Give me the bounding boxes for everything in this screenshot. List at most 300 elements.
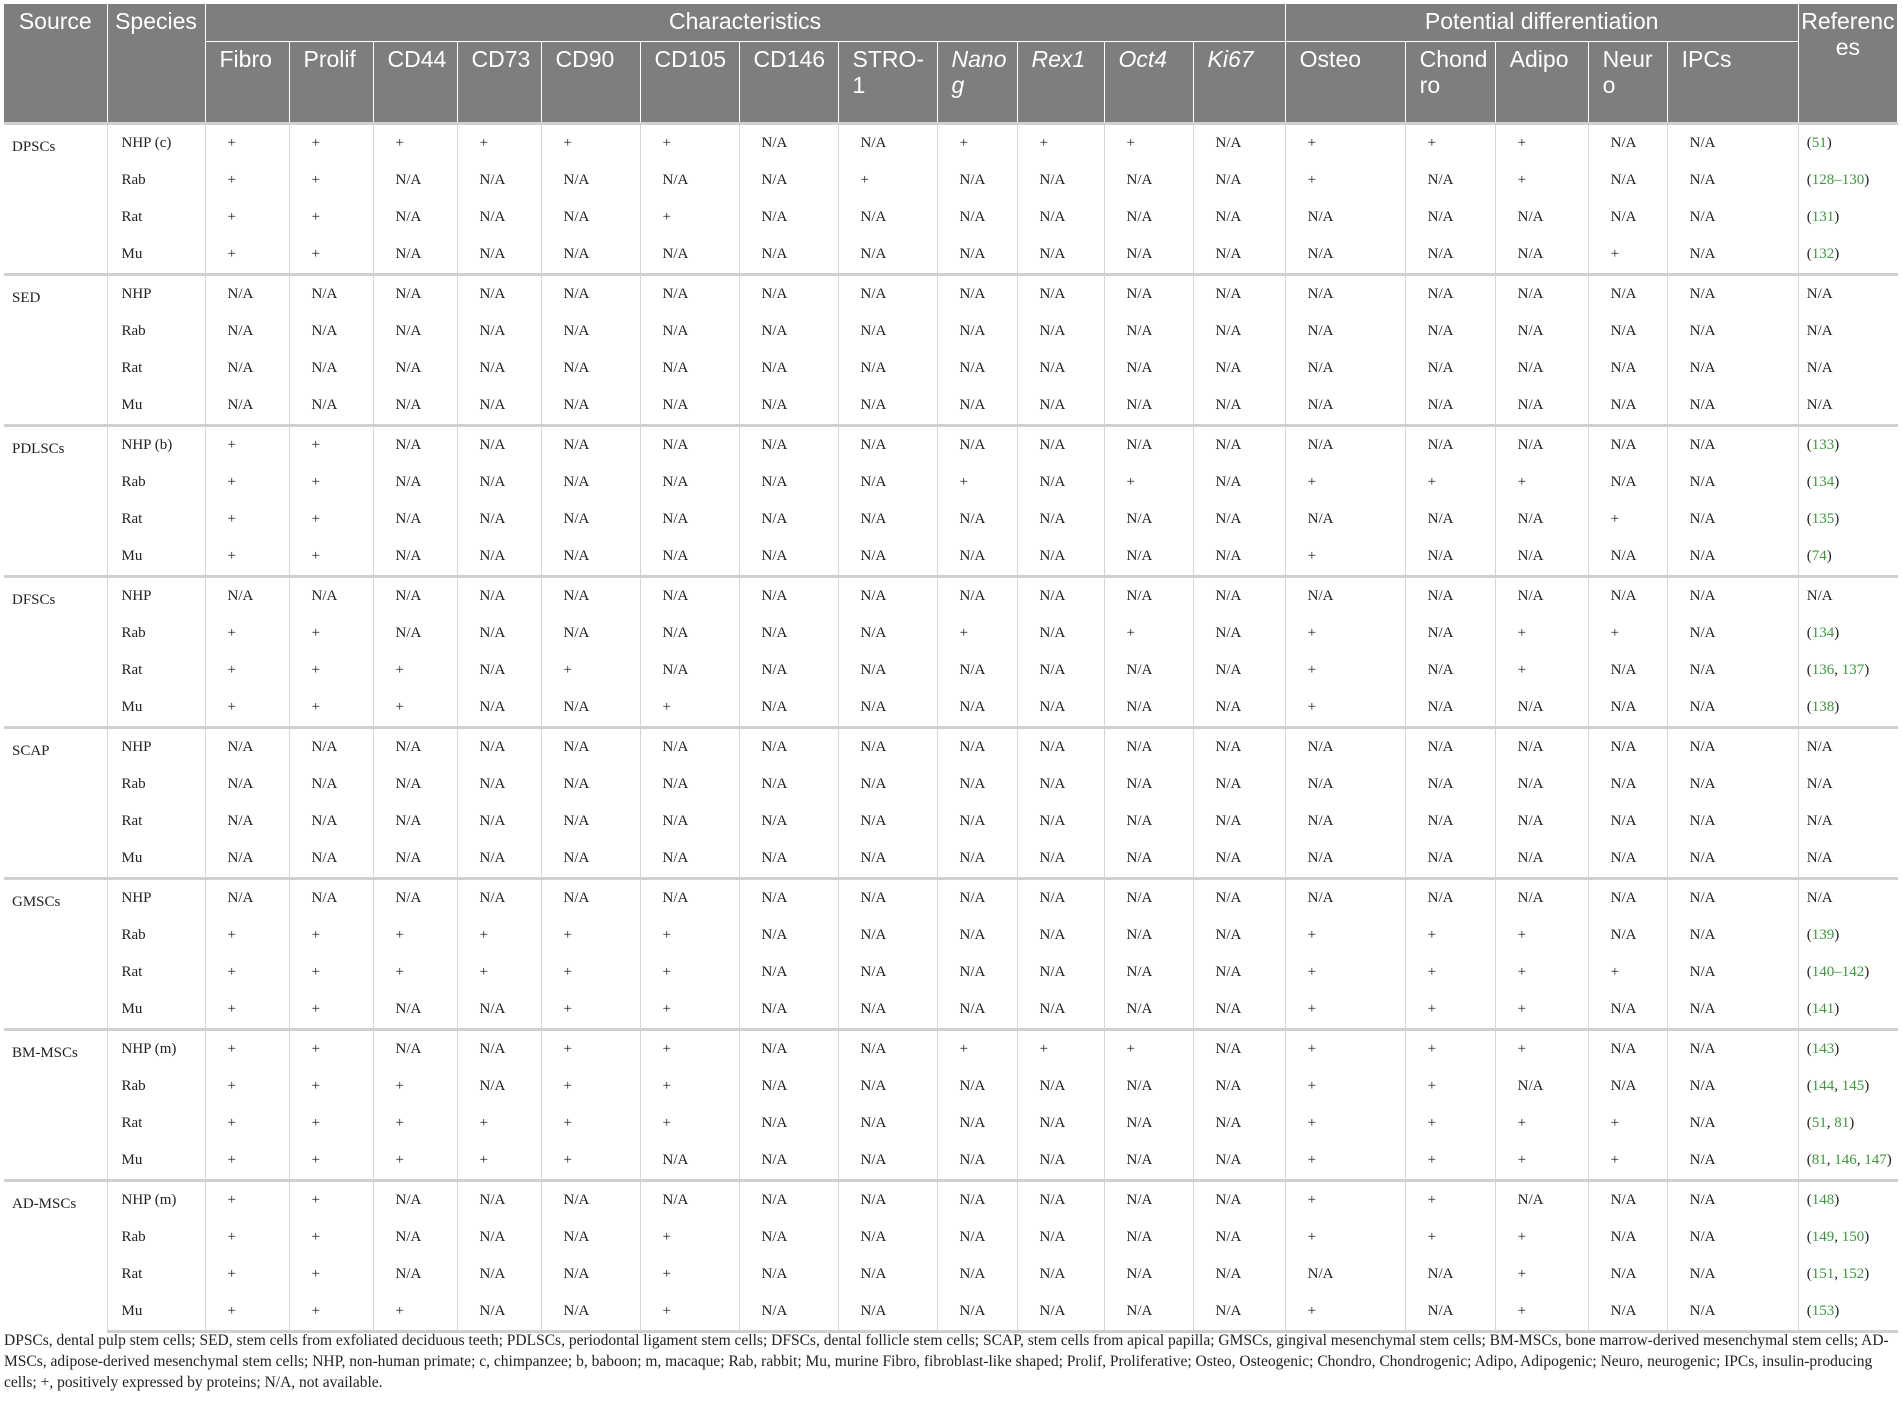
value-cell: N/A [205,350,289,387]
value-cell: + [640,689,739,728]
value-cell: N/A [373,387,457,426]
species-cell: Mu [107,1142,205,1181]
value-cell: + [640,1030,739,1069]
reference-link[interactable]: 145 [1841,1078,1865,1094]
table-row [4,615,1898,652]
value-cell: N/A [640,236,739,275]
value-cell: N/A [1495,840,1588,879]
value-cell: N/A [1405,652,1495,689]
value-cell: N/A [373,840,457,879]
value-cell: N/A [1588,879,1667,918]
reference-link[interactable]: 128–130 [1811,172,1865,188]
value-cell: N/A [1193,615,1285,652]
species-cell: Rat [107,501,205,538]
value-cell: N/A [1667,538,1798,577]
value-cell: N/A [838,652,937,689]
value-cell: + [1495,954,1588,991]
species-cell: Rab [107,162,205,199]
reference-cell [1798,1068,1897,1105]
value-cell: + [640,991,739,1030]
value-cell: N/A [1017,275,1104,314]
value-cell: N/A [373,577,457,616]
reference-link[interactable]: 153 [1811,1303,1835,1319]
value-cell: + [373,954,457,991]
value-cell: N/A [1667,275,1798,314]
value-cell: + [289,426,373,465]
value-cell: N/A [1193,577,1285,616]
value-cell: N/A [289,313,373,350]
value-cell: N/A [1667,879,1798,918]
value-cell: N/A [1193,538,1285,577]
reference-link[interactable]: 140–142 [1811,964,1865,980]
value-cell: N/A [1193,689,1285,728]
value-cell: N/A [937,313,1017,350]
reference-text: ( [1806,437,1812,453]
reference-link[interactable]: 141 [1811,1001,1835,1017]
value-cell: + [457,1105,541,1142]
value-cell: + [1405,1219,1495,1256]
value-cell: + [289,464,373,501]
value-cell: N/A [1405,728,1495,767]
value-cell: N/A [1588,689,1667,728]
value-cell: N/A [1667,162,1798,199]
reference-link[interactable]: 152 [1841,1266,1865,1282]
value-cell: N/A [640,350,739,387]
source-cell: SCAP [4,728,107,879]
value-cell: N/A [1285,350,1405,387]
value-cell: N/A [1495,577,1588,616]
value-cell: + [205,917,289,954]
value-cell: N/A [1495,879,1588,918]
col-header-adipo: Adipo [1495,42,1588,124]
value-cell: N/A [1588,350,1667,387]
value-cell: N/A [1495,766,1588,803]
value-cell: N/A [541,1256,640,1293]
reference-text: N/A [1806,776,1833,792]
value-cell: N/A [373,538,457,577]
reference-cell [1798,124,1897,163]
value-cell: N/A [541,538,640,577]
reference-link[interactable]: 133 [1811,437,1835,453]
value-cell: N/A [1405,387,1495,426]
reference-cell [1798,538,1897,577]
col-header-neuro: Neuro [1588,42,1667,124]
value-cell: N/A [1588,991,1667,1030]
value-cell: N/A [1588,162,1667,199]
value-cell: + [205,991,289,1030]
value-cell: N/A [1017,162,1104,199]
reference-text: ) [1834,699,1840,715]
col-header-potential-differentiation: Potential differentiation [1285,4,1798,42]
value-cell: + [1285,1142,1405,1181]
value-cell: N/A [373,199,457,236]
reference-link[interactable]: 148 [1811,1192,1835,1208]
value-cell: + [205,501,289,538]
species-cell: Rab [107,313,205,350]
value-cell: N/A [838,1105,937,1142]
value-cell: N/A [457,350,541,387]
value-cell: N/A [838,350,937,387]
value-cell: N/A [937,387,1017,426]
value-cell: N/A [1285,426,1405,465]
value-cell: N/A [1104,991,1193,1030]
value-cell: N/A [1588,577,1667,616]
value-cell: N/A [838,1219,937,1256]
value-cell: N/A [1588,1256,1667,1293]
reference-text: ( [1806,1001,1812,1017]
col-header-chondro: Chondro [1405,42,1495,124]
value-cell: + [1285,1181,1405,1220]
reference-link[interactable]: 81 [1811,1152,1827,1168]
value-cell: N/A [1667,501,1798,538]
reference-cell [1798,766,1897,803]
reference-link[interactable]: 135 [1811,511,1835,527]
reference-link[interactable]: 134 [1811,474,1835,490]
value-cell: + [205,689,289,728]
reference-text: ( [1806,548,1812,564]
value-cell: N/A [739,275,838,314]
table-row [4,1105,1898,1142]
value-cell: + [205,1293,289,1332]
value-cell: N/A [1193,501,1285,538]
value-cell: N/A [838,689,937,728]
reference-text: N/A [1806,890,1833,906]
reference-text: ) [1864,1229,1870,1245]
value-cell: N/A [937,954,1017,991]
value-cell: N/A [1017,464,1104,501]
table-row [4,577,1898,616]
value-cell: + [1495,162,1588,199]
reference-cell [1798,954,1897,991]
value-cell: N/A [1193,1293,1285,1332]
value-cell: N/A [1017,1068,1104,1105]
reference-link[interactable]: 147 [1864,1152,1887,1168]
reference-link[interactable]: 51 [1811,135,1827,151]
value-cell: N/A [937,917,1017,954]
value-cell: + [1285,615,1405,652]
value-cell: N/A [457,1256,541,1293]
value-cell: N/A [1104,917,1193,954]
value-cell: N/A [1017,991,1104,1030]
value-cell: N/A [457,766,541,803]
value-cell: N/A [541,766,640,803]
value-cell: N/A [1588,803,1667,840]
value-cell: N/A [541,803,640,840]
value-cell: N/A [1017,387,1104,426]
table-row [4,1142,1898,1181]
reference-link[interactable]: 134 [1811,625,1835,641]
reference-link[interactable]: 150 [1841,1229,1865,1245]
reference-text: ) [1834,1001,1840,1017]
value-cell: N/A [541,199,640,236]
value-cell: N/A [205,387,289,426]
value-cell: N/A [937,991,1017,1030]
species-cell: NHP [107,728,205,767]
value-cell: N/A [640,275,739,314]
value-cell: N/A [1285,501,1405,538]
value-cell: + [1495,1293,1588,1332]
value-cell: N/A [541,879,640,918]
reference-link[interactable]: 149 [1811,1229,1835,1245]
value-cell: N/A [640,313,739,350]
value-cell: N/A [1667,803,1798,840]
col-header-stro-1: STRO-1 [838,42,937,124]
reference-link[interactable]: 74 [1811,548,1827,564]
value-cell: N/A [457,803,541,840]
value-cell: N/A [289,728,373,767]
reference-link[interactable]: 146 [1834,1152,1857,1168]
value-cell: N/A [1104,766,1193,803]
reference-text: ) [1834,927,1840,943]
reference-link[interactable]: 131 [1811,209,1835,225]
value-cell: N/A [838,1181,937,1220]
value-cell: N/A [739,1219,838,1256]
reference-text: , [1826,1115,1835,1131]
reference-link[interactable]: 144 [1811,1078,1835,1094]
species-cell: Rat [107,1256,205,1293]
value-cell: N/A [1104,236,1193,275]
table-row [4,464,1898,501]
col-header-species: Species [107,4,205,124]
reference-cell [1798,615,1897,652]
reference-text: , [1826,1152,1835,1168]
value-cell: + [1285,991,1405,1030]
value-cell: N/A [838,538,937,577]
value-cell: + [1104,615,1193,652]
value-cell: N/A [1285,387,1405,426]
value-cell: N/A [640,879,739,918]
reference-text: ( [1806,135,1812,151]
value-cell: N/A [289,803,373,840]
value-cell: N/A [457,840,541,879]
value-cell: N/A [937,1219,1017,1256]
value-cell: N/A [1104,577,1193,616]
value-cell: + [1588,1142,1667,1181]
reference-text: ( [1806,1303,1812,1319]
value-cell: N/A [1405,350,1495,387]
value-cell: + [1588,615,1667,652]
value-cell: N/A [1588,917,1667,954]
value-cell: N/A [1588,1068,1667,1105]
reference-link[interactable]: 136 [1811,662,1835,678]
value-cell: N/A [541,275,640,314]
value-cell: + [937,124,1017,163]
value-cell: + [937,464,1017,501]
value-cell: + [289,954,373,991]
species-cell: NHP (c) [107,124,205,163]
value-cell: N/A [1017,728,1104,767]
value-cell: + [289,1105,373,1142]
value-cell: + [205,1219,289,1256]
value-cell: N/A [739,615,838,652]
value-cell: N/A [937,501,1017,538]
value-cell: N/A [289,879,373,918]
value-cell: N/A [739,464,838,501]
col-header-cd105: CD105 [640,42,739,124]
table-row [4,766,1898,803]
value-cell: N/A [1017,350,1104,387]
value-cell: + [838,162,937,199]
value-cell: N/A [739,1256,838,1293]
value-cell: + [640,1256,739,1293]
value-cell: N/A [739,917,838,954]
value-cell: N/A [1017,615,1104,652]
value-cell: N/A [1405,879,1495,918]
reference-cell [1798,728,1897,767]
value-cell: N/A [1017,1219,1104,1256]
value-cell: N/A [1285,313,1405,350]
reference-text: ) [1834,1303,1840,1319]
col-header-cd44: CD44 [373,42,457,124]
reference-link[interactable]: 151 [1811,1266,1835,1282]
value-cell: N/A [640,162,739,199]
reference-link[interactable]: 143 [1811,1041,1835,1057]
reference-cell [1798,1293,1897,1332]
value-cell: N/A [1667,1142,1798,1181]
reference-link[interactable]: 51 [1811,1115,1827,1131]
value-cell: + [1285,464,1405,501]
value-cell: N/A [541,313,640,350]
value-cell: + [1495,991,1588,1030]
reference-text: N/A [1806,397,1833,413]
value-cell: + [541,1068,640,1105]
value-cell: N/A [457,236,541,275]
reference-text: ( [1806,625,1812,641]
value-cell: N/A [1667,615,1798,652]
value-cell: N/A [1588,728,1667,767]
value-cell: + [457,954,541,991]
col-header-nanog: Nanog [937,42,1017,124]
value-cell: N/A [541,426,640,465]
value-cell: + [205,1030,289,1069]
reference-link[interactable]: 81 [1834,1115,1850,1131]
reference-link[interactable]: 137 [1841,662,1865,678]
value-cell: N/A [1588,1219,1667,1256]
value-cell: N/A [205,766,289,803]
reference-text: N/A [1806,323,1833,339]
value-cell: N/A [1104,652,1193,689]
col-header-osteo: Osteo [1285,42,1405,124]
value-cell: N/A [457,538,541,577]
value-cell: N/A [640,728,739,767]
value-cell: + [205,124,289,163]
source-cell: SED [4,275,107,426]
value-cell: N/A [457,426,541,465]
value-cell: N/A [838,464,937,501]
value-cell: N/A [1495,689,1588,728]
reference-cell [1798,501,1897,538]
reference-link[interactable]: 139 [1811,927,1835,943]
value-cell: + [1285,124,1405,163]
value-cell: + [205,426,289,465]
value-cell: N/A [1405,199,1495,236]
reference-link[interactable]: 132 [1811,246,1835,262]
reference-cell [1798,426,1897,465]
value-cell: N/A [1667,1256,1798,1293]
value-cell: + [289,199,373,236]
value-cell: N/A [640,652,739,689]
value-cell: N/A [373,426,457,465]
table-row [4,426,1898,465]
value-cell: + [205,954,289,991]
value-cell: + [289,917,373,954]
value-cell: + [1495,652,1588,689]
value-cell: + [289,1293,373,1332]
reference-link[interactable]: 138 [1811,699,1835,715]
col-header-cd146: CD146 [739,42,838,124]
reference-text: ) [1834,437,1840,453]
value-cell: N/A [1667,766,1798,803]
reference-text: ( [1806,1152,1812,1168]
value-cell: N/A [373,162,457,199]
value-cell: N/A [838,766,937,803]
species-cell: Mu [107,1293,205,1332]
value-cell: + [205,199,289,236]
value-cell: N/A [1495,1068,1588,1105]
value-cell: N/A [1193,1068,1285,1105]
reference-text: ( [1806,927,1812,943]
reference-text: ) [1864,172,1870,188]
value-cell: + [1405,917,1495,954]
value-cell: N/A [373,1181,457,1220]
value-cell: N/A [1405,313,1495,350]
value-cell: N/A [739,879,838,918]
table-row [4,313,1898,350]
value-cell: + [373,689,457,728]
reference-cell [1798,577,1897,616]
value-cell: N/A [1405,162,1495,199]
value-cell: N/A [1588,464,1667,501]
value-cell: N/A [1667,236,1798,275]
value-cell: N/A [1193,1219,1285,1256]
value-cell: N/A [1017,1256,1104,1293]
value-cell: + [541,991,640,1030]
value-cell: N/A [205,840,289,879]
value-cell: N/A [1104,954,1193,991]
value-cell: N/A [739,124,838,163]
value-cell: N/A [1667,652,1798,689]
reference-text: ( [1806,1115,1812,1131]
value-cell: N/A [1017,689,1104,728]
value-cell: N/A [541,464,640,501]
value-cell: N/A [1285,275,1405,314]
value-cell: N/A [1495,728,1588,767]
reference-text: N/A [1806,286,1833,302]
value-cell: N/A [457,577,541,616]
value-cell: + [1588,501,1667,538]
value-cell: + [640,199,739,236]
table-container [4,4,1898,1333]
species-cell: Rab [107,615,205,652]
reference-text: ) [1834,1192,1840,1208]
value-cell: N/A [1667,350,1798,387]
value-cell: N/A [1285,577,1405,616]
value-cell: N/A [457,1068,541,1105]
value-cell: N/A [1495,387,1588,426]
reference-cell [1798,1256,1897,1293]
table-footnote: DPSCs, dental pulp stem cells; SED, stem cells from exfoliated deciduous teeth; PDLSCs, periodontal ligament stem cells; DFSCs, dental follicle stem cells; SCAP, stem cells from apical papilla; GMSCs, gingival mesenchymal stem cells; BM-MSCs, bone marrow-derived mesenchymal stem cells; AD-MSCs, adipose-derived mesenchymal stem cells; NHP, non-human primate; c, chimpanzee; b, baboon; m, macaque; Rab, rabbit; Mu, murine Fibro, fibroblast-like shaped; Prolif, Proliferative; Osteo, Osteogenic; Chondro, Chondrogenic; Adipo, Adipogenic; Neuro, neurogenic; IPCs, insulin-producing cells; +, positively expressed by proteins; N/A, not available. [4,1332,1889,1391]
value-cell: + [640,124,739,163]
value-cell: N/A [373,350,457,387]
value-cell: N/A [1588,387,1667,426]
value-cell: N/A [838,954,937,991]
value-cell: N/A [1193,387,1285,426]
value-cell: N/A [1495,501,1588,538]
value-cell: N/A [541,840,640,879]
value-cell: + [541,1030,640,1069]
value-cell: N/A [373,1219,457,1256]
value-cell: + [1495,1030,1588,1069]
